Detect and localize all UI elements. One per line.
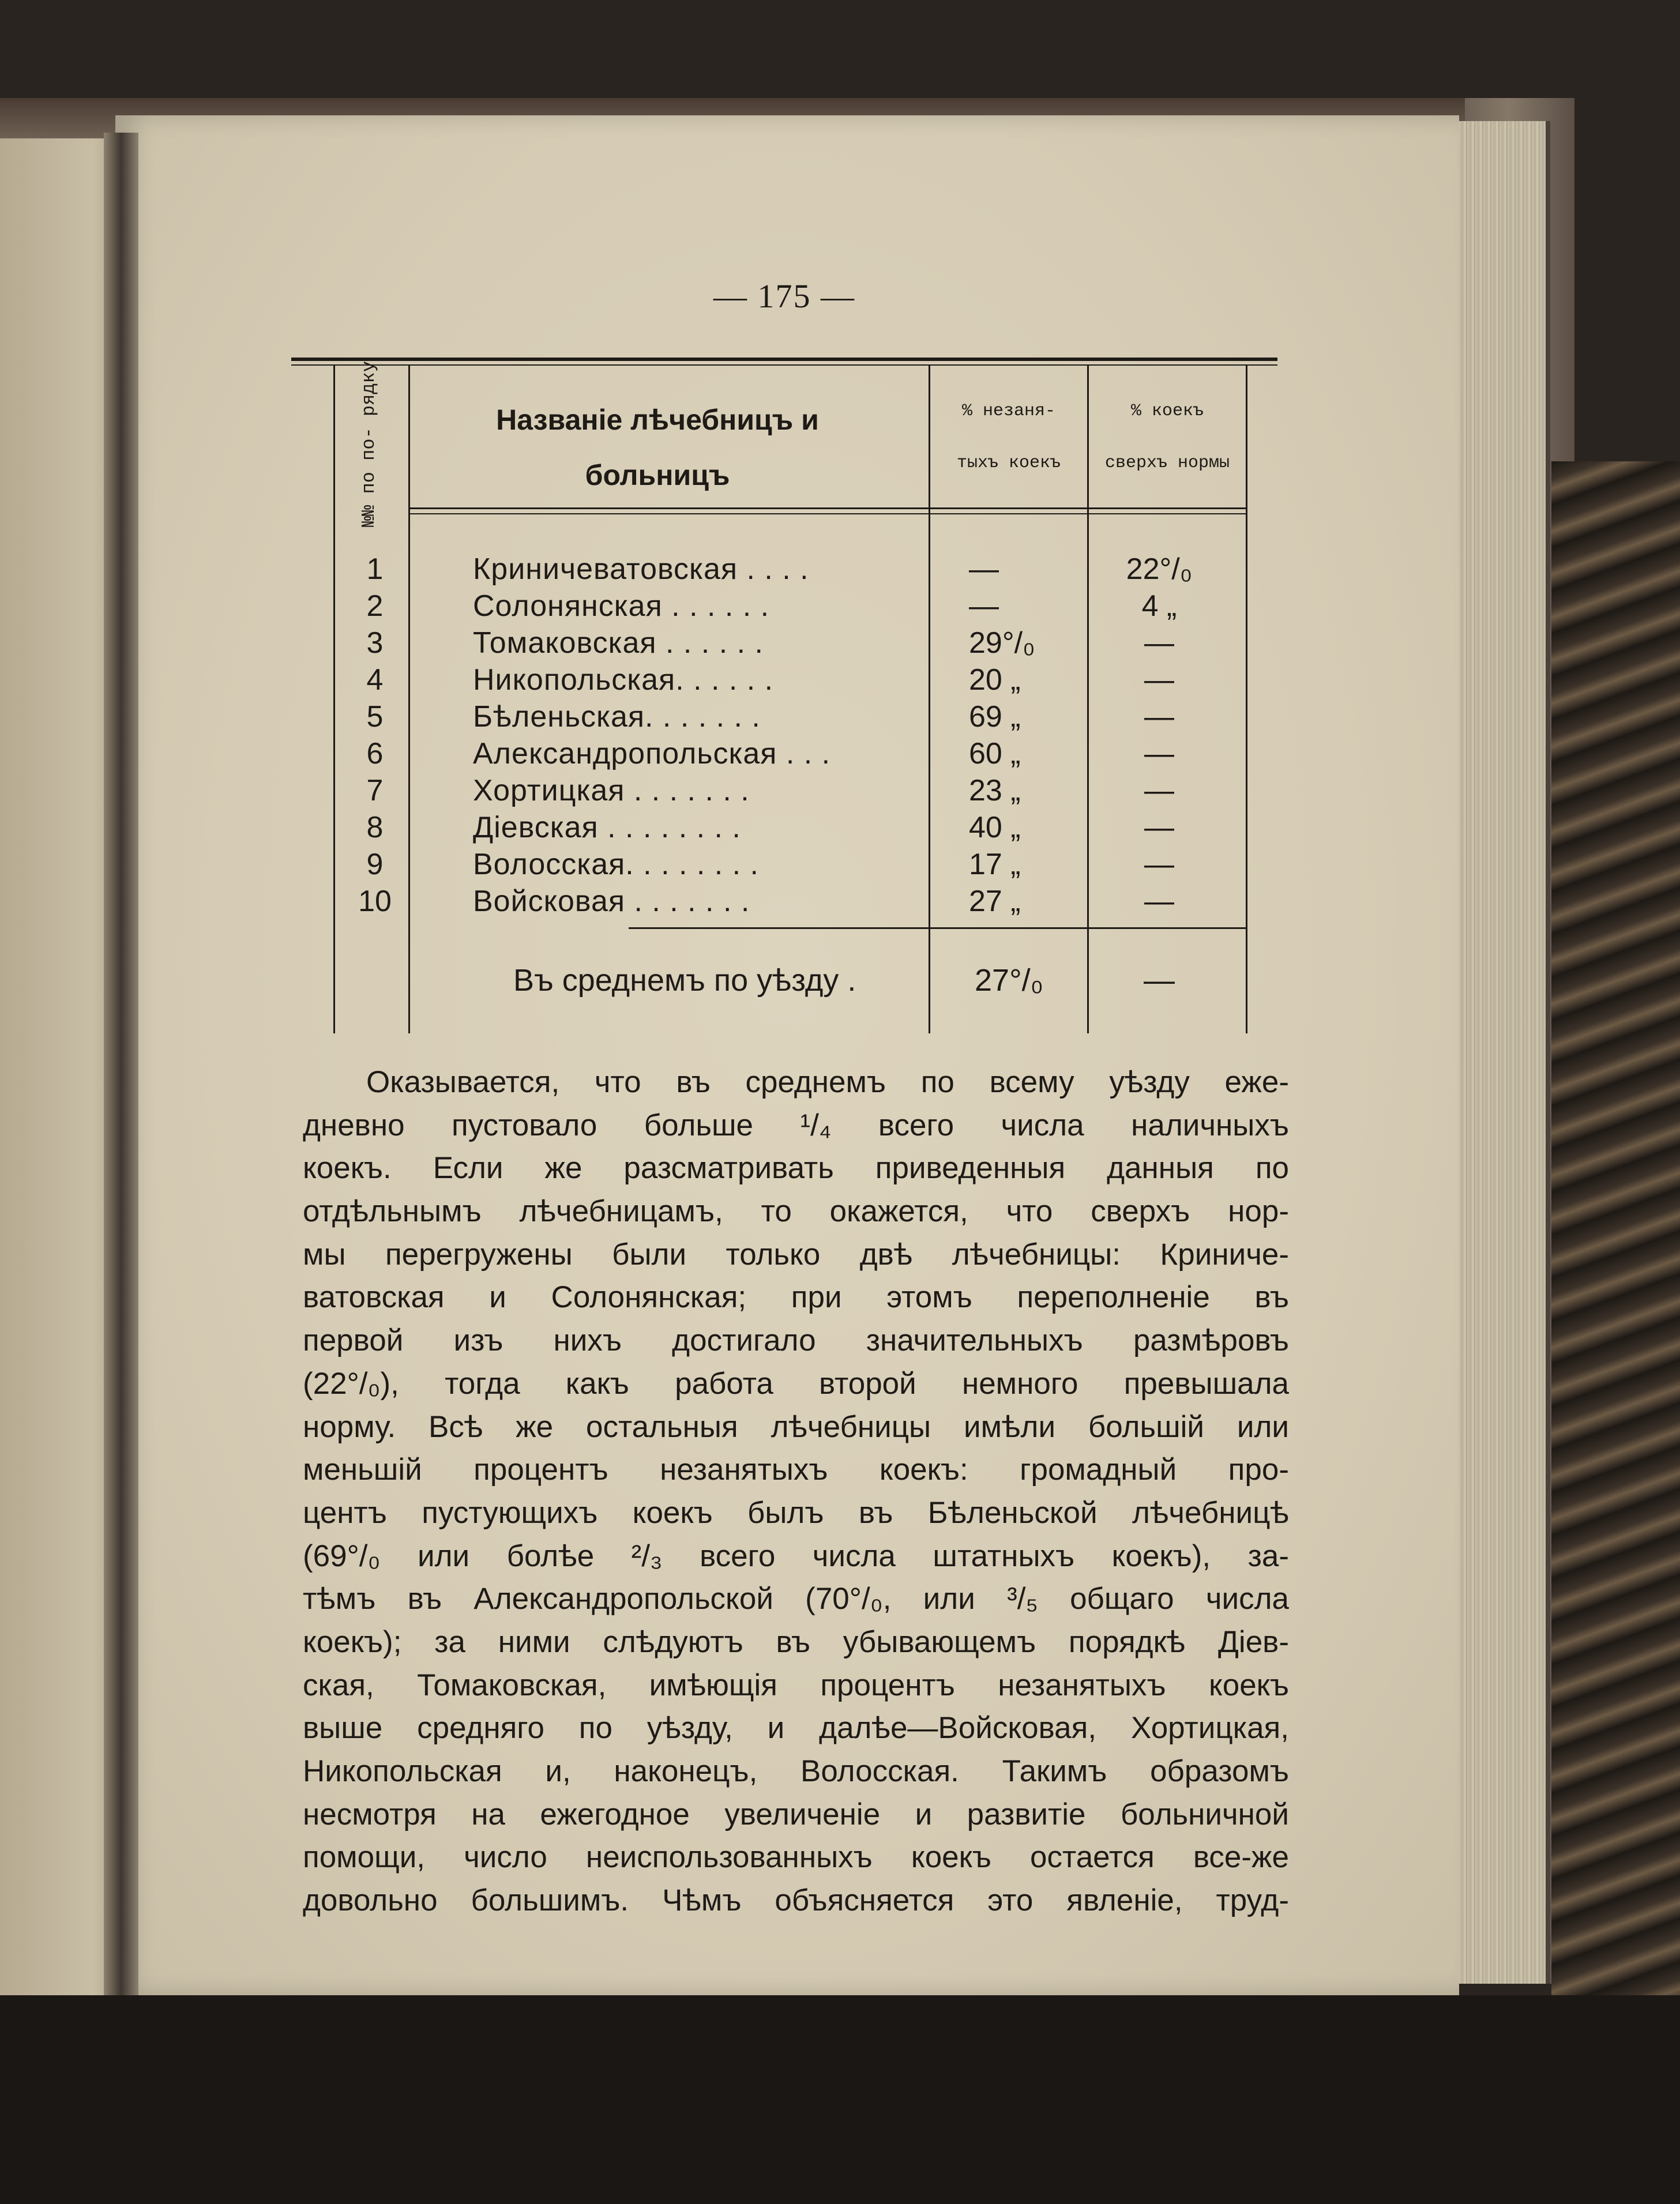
body-line: коекъ. Если же разсматривать приведенныя данныя по xyxy=(303,1151,1289,1186)
hospital-name: Никопольская. . . . . . xyxy=(473,663,774,697)
body-line: ская, Томаковская, имѣющія процентъ незанятыхъ коекъ xyxy=(303,1668,1289,1702)
hospital-name: Бѣленьская. . . . . . . xyxy=(473,700,761,734)
hospital-name: Александропольская . . . xyxy=(473,737,831,770)
free-beds-percent: 69 „ xyxy=(969,700,1021,734)
table-top-rule-thin xyxy=(291,364,1277,366)
free-beds-percent: 23 „ xyxy=(969,774,1021,807)
row-number: 3 xyxy=(366,626,384,660)
table-top-rule xyxy=(291,358,1277,361)
body-line: Никопольская и, наконецъ, Волосская. Такимъ образомъ xyxy=(303,1754,1289,1788)
free-beds-percent: 29°/₀ xyxy=(969,626,1035,660)
over-norm-percent: — xyxy=(1144,700,1174,734)
column-header-free-beds: % незаня- тыхъ коекъ xyxy=(956,401,1061,473)
over-norm-percent: — xyxy=(1144,774,1174,807)
column-header-number: №№ по по- рядку xyxy=(358,360,379,528)
table-right-border xyxy=(1246,364,1247,1033)
hospital-name: Криничеватовская . . . . xyxy=(473,552,809,586)
table-col-divider-3 xyxy=(1087,364,1089,1033)
body-line: выше средняго по уѣзду, и далѣе—Войсковая, Хортицкая, xyxy=(303,1711,1289,1746)
over-norm-percent: 22°/₀ xyxy=(1126,552,1193,586)
hospital-name: Діевская . . . . . . . . xyxy=(473,811,741,844)
column-header-over-norm: % коекъ сверхъ нормы xyxy=(1104,401,1230,473)
free-beds-percent: 27 „ xyxy=(969,885,1021,918)
average-label: Въ среднемъ по уѣзду . xyxy=(513,963,856,998)
over-norm-percent: — xyxy=(1144,737,1174,770)
free-beds-percent: 40 „ xyxy=(969,811,1021,844)
body-line: меньшій процентъ незанятыхъ коекъ: громадный про- xyxy=(303,1453,1289,1487)
free-beds-percent: 17 „ xyxy=(969,848,1021,881)
body-line: коекъ); за ними слѣдуютъ въ убывающемъ порядкѣ Діев- xyxy=(303,1624,1289,1659)
over-norm-percent: — xyxy=(1144,811,1174,844)
row-number: 5 xyxy=(366,700,384,734)
body-line: Оказывается, что въ среднемъ по всему уѣзду еже- xyxy=(366,1065,1289,1099)
body-line: отдѣльнымъ лѣчебницамъ, то окажется, что сверхъ нор- xyxy=(303,1194,1289,1229)
body-line: мы перегружены были только двѣ лѣчебницы: Криниче- xyxy=(303,1237,1289,1272)
body-line: ватовская и Солонянская; при этомъ переполненіе въ xyxy=(303,1280,1289,1315)
column-header-name: Названіе лѣчебницъ и больницъ xyxy=(496,404,819,491)
marbled-binding xyxy=(1551,461,1680,2018)
over-norm-percent: 4 „ xyxy=(1141,589,1177,623)
row-number: 10 xyxy=(358,885,392,918)
hospital-name: Войсковая . . . . . . . xyxy=(473,885,750,918)
row-number: 7 xyxy=(366,774,384,807)
table-header-rule-thin xyxy=(408,513,1246,514)
table-col-divider-1 xyxy=(408,364,410,1033)
row-number: 1 xyxy=(366,552,384,586)
hospital-name: Волосская. . . . . . . . xyxy=(473,848,759,881)
body-line: (69°/₀ или болѣе ²/₃ всего числа штатныхъ коекъ), за- xyxy=(303,1539,1289,1573)
over-norm-percent: — xyxy=(1144,848,1174,881)
average-free: 27°/₀ xyxy=(975,963,1044,998)
hospital-name: Солонянская . . . . . . xyxy=(473,589,770,623)
over-norm-percent: — xyxy=(1144,885,1174,918)
over-norm-percent: — xyxy=(1144,663,1174,697)
body-line: тѣмъ въ Александропольской (70°/₀, или ³/₅ общаго числа xyxy=(303,1582,1289,1616)
free-beds-percent: 20 „ xyxy=(969,663,1021,697)
body-text xyxy=(303,1061,1289,1923)
row-number: 2 xyxy=(366,589,384,623)
row-number: 6 xyxy=(366,737,384,770)
average-over: — xyxy=(1144,963,1175,998)
body-line: норму. Всѣ же остальныя лѣчебницы имѣли большій или xyxy=(303,1409,1289,1444)
body-line: дневно пустовало больше ¹/₄ всего числа наличныхъ xyxy=(303,1108,1289,1142)
row-number: 4 xyxy=(366,663,384,697)
page-number: — 175 — xyxy=(713,277,855,315)
body-line: первой изъ нихъ достигало значительныхъ размѣровъ xyxy=(303,1323,1289,1358)
free-beds-percent: — xyxy=(969,589,999,623)
free-beds-percent: — xyxy=(969,552,999,586)
page-edges xyxy=(1459,121,1550,1984)
gutter-shadow xyxy=(104,133,138,2001)
table-col-divider-2 xyxy=(929,364,930,1033)
row-number: 8 xyxy=(366,811,384,844)
body-line: (22°/₀), тогда какъ работа второй немного превышала xyxy=(303,1366,1289,1401)
hospital-name: Хортицкая . . . . . . . xyxy=(473,774,750,807)
background-bottom xyxy=(0,1995,1680,2204)
table-total-rule xyxy=(629,927,1246,929)
body-line: помощи, число неиспользованныхъ коекъ остается все-же xyxy=(303,1840,1289,1875)
row-number: 9 xyxy=(366,848,384,881)
body-line: несмотря на ежегодное увеличеніе и развитіе больничной xyxy=(303,1797,1289,1831)
table-header-rule xyxy=(408,507,1246,509)
free-beds-percent: 60 „ xyxy=(969,737,1021,770)
over-norm-percent: — xyxy=(1144,626,1174,660)
hospital-name: Томаковская . . . . . . xyxy=(473,626,764,660)
body-line: центъ пустующихъ коекъ былъ въ Бѣленьской лѣчебницѣ xyxy=(303,1495,1289,1530)
body-line: довольно большимъ. Чѣмъ объясняется это явленіе, труд- xyxy=(303,1883,1289,1918)
